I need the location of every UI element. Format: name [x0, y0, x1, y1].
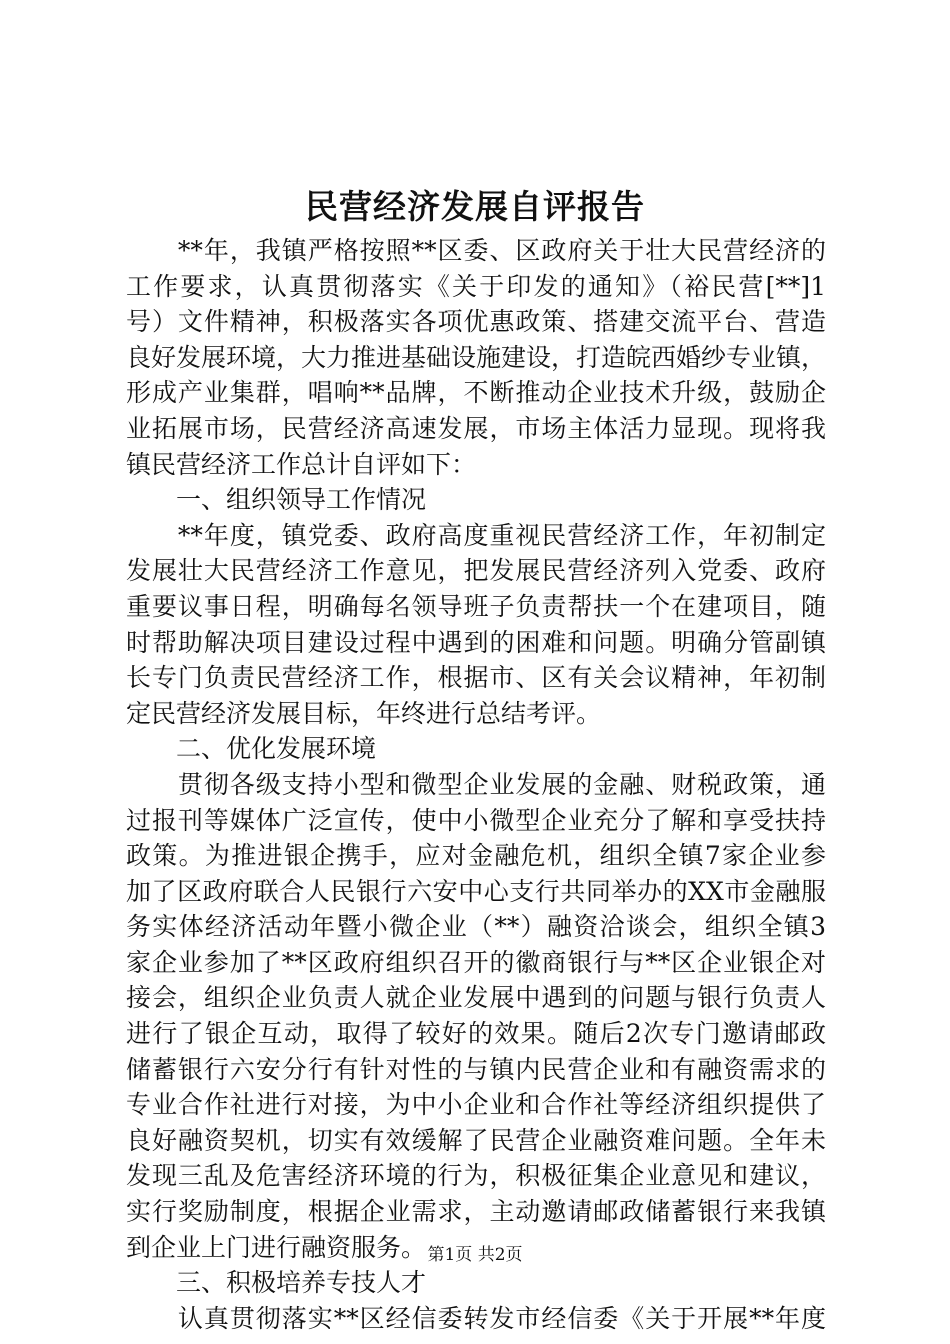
text-line: 良好融资契机，切实有效缓解了民营企业融资难问题。全年未: [126, 1125, 826, 1155]
text-line: 贯彻各级支持小型和微型企业发展的金融、财税政策，通: [126, 769, 826, 799]
text-line: 二、优化发展环境: [126, 734, 377, 764]
text-line: 过报刊等媒体广泛宣传，使中小微型企业充分了解和享受扶持: [126, 805, 826, 835]
text-line: 号）文件精神，积极落实各项优惠政策、搭建交流平台、营造: [126, 307, 826, 337]
text-line: 长专门负责民营经济工作，根据市、区有关会议精神，年初制: [126, 663, 826, 693]
text-line: 储蓄银行六安分行有针对性的与镇内民营企业和有融资需求的: [126, 1054, 826, 1084]
text-line: 务实体经济活动年暨小微企业（**）融资洽谈会，组织全镇3: [126, 912, 826, 942]
text-line: 重要议事日程，明确每名领导班子负责帮扶一个在建项目，随: [126, 591, 826, 621]
text-line: 发现三乱及危害经济环境的行为，积极征集企业意见和建议，: [126, 1161, 826, 1191]
text-line: **年，我镇严格按照**区委、区政府关于壮大民营经济的: [126, 236, 826, 265]
text-line: 加了区政府联合人民银行六安中心支行共同举办的XX市金融服: [126, 876, 826, 906]
page-footer: 第1页 共2页: [427, 1245, 523, 1265]
text-line: 家企业参加了**区政府组织召开的徽商银行与**区企业银企对: [126, 947, 826, 977]
text-line: 一、组织领导工作情况: [126, 485, 427, 515]
text-line: 形成产业集群，唱响**品牌，不断推动企业技术升级，鼓励企: [126, 378, 826, 408]
text-line: 进行了银企互动，取得了较好的效果。随后2次专门邀请邮政: [126, 1019, 826, 1049]
text-line: 定民营经济发展目标，年终进行总结考评。: [126, 698, 602, 728]
text-line: 认真贯彻落实**区经信委转发市经信委《关于开展**年度: [126, 1303, 826, 1333]
text-line: **年度，镇党委、政府高度重视民营经济工作，年初制定: [126, 520, 826, 550]
text-line: 到企业上门进行融资服务。: [126, 1232, 427, 1262]
text-line: 发展壮大民营经济工作意见，把发展民营经济列入党委、政府: [126, 556, 826, 586]
document-body: [126, 233, 826, 1336]
text-line: 专业合作社进行对接，为中小企业和合作社等经济组织提供了: [126, 1090, 826, 1120]
text-line: 接会，组织企业负责人就企业发展中遇到的问题与银行负责人: [126, 983, 826, 1013]
text-line: 时帮助解决项目建设过程中遇到的困难和问题。明确分管副镇: [126, 627, 826, 657]
text-line: 业拓展市场，民营经济高速发展，市场主体活力显现。现将我: [126, 413, 826, 443]
text-line: 良好发展环境，大力推进基础设施建设，打造皖西婚纱专业镇，: [126, 342, 827, 372]
text-line: 实行奖励制度，根据企业需求，主动邀请邮政储蓄银行来我镇: [126, 1197, 826, 1227]
text-line: 三、积极培养专技人才: [126, 1268, 427, 1298]
document-title: 民营经济发展自评报告: [305, 187, 645, 226]
text-line: 工作要求，认真贯彻落实《关于印发的通知》（裕民营[**]1: [126, 271, 826, 301]
text-line: 政策。为推进银企携手，应对金融危机，组织全镇7家企业参: [126, 841, 826, 871]
text-line: 镇民营经济工作总计自评如下：: [126, 449, 477, 479]
